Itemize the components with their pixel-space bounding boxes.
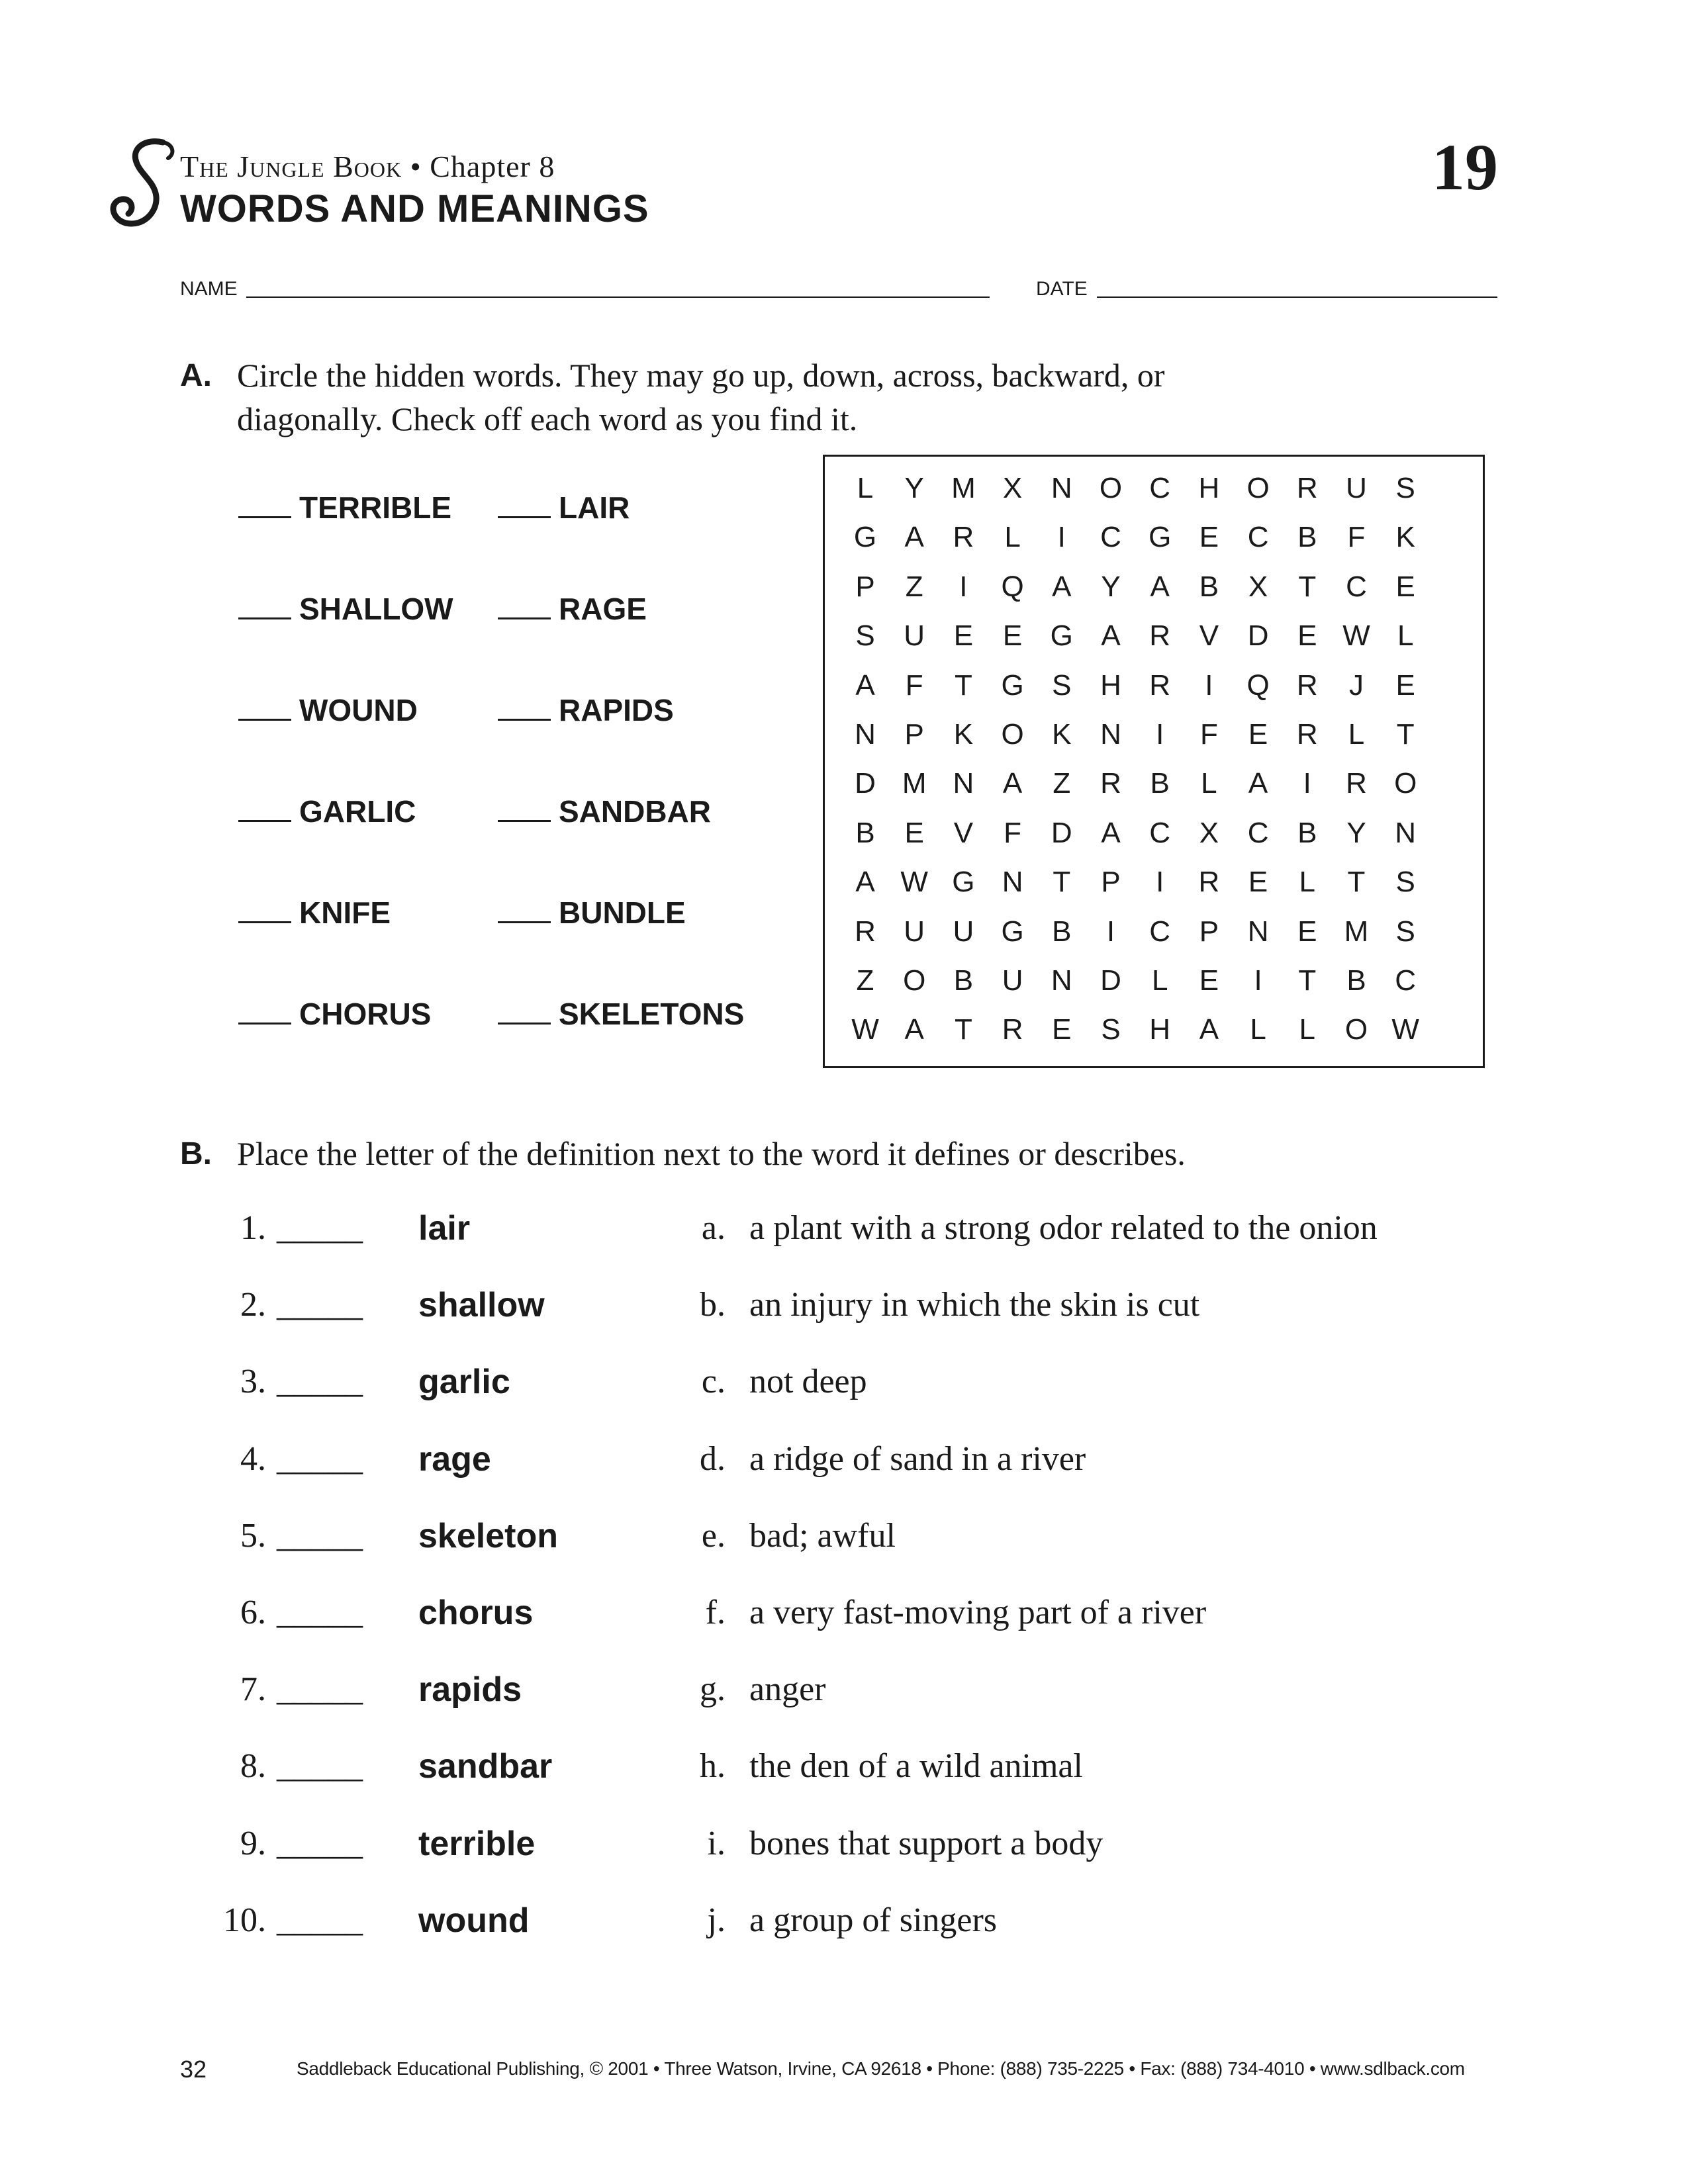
definition-text: a very fast-moving part of a river [749,1594,1207,1631]
grid-letter[interactable]: N [1002,866,1023,899]
grid-letter[interactable]: N [953,767,974,800]
grid-letter[interactable]: C [1149,915,1171,948]
word-checklist-item [498,996,744,1032]
grid-letter[interactable]: R [1296,718,1318,751]
grid-letter[interactable]: A [855,866,875,899]
grid-letter[interactable]: X [1248,570,1268,603]
vocabulary-word: garlic [418,1363,510,1402]
word-checklist-item [238,490,451,525]
grid-letter[interactable]: A [855,668,875,702]
definition-text: bones that support a body [749,1824,1103,1862]
grid-letter[interactable]: O [1394,767,1417,800]
hidden-word: GARLIC [299,794,416,829]
answer-blank[interactable]: _____ [277,1516,363,1555]
grid-letter[interactable]: X [1002,472,1023,504]
definition-text: not deep [749,1363,867,1401]
grid-letter[interactable]: Z [856,964,874,997]
grid-letter[interactable]: A [1052,570,1072,603]
vocabulary-word: shallow [418,1286,545,1325]
worksheet-number: 19 [1432,130,1498,204]
check-blank[interactable] [498,915,551,923]
word-checklist-item [498,591,647,627]
word-checklist-item [238,692,418,728]
word-checklist-item [238,794,416,829]
item-number: 4. [240,1439,266,1478]
grid-letter[interactable]: S [1101,1013,1121,1046]
hidden-word: SHALLOW [299,592,453,626]
grid-letter[interactable]: E [1297,915,1317,948]
grid-letter[interactable]: A [1248,767,1268,800]
answer-blank[interactable]: _____ [277,1824,363,1862]
grid-letter[interactable]: Y [904,472,924,504]
grid-letter[interactable]: A [1150,570,1170,603]
grid-letter[interactable]: M [1344,915,1369,948]
definition-text: the den of a wild animal [749,1747,1083,1786]
vocabulary-word: sandbar [418,1747,553,1786]
grid-letter[interactable]: W [1391,1013,1419,1046]
book-title-word: Jungle [237,150,334,183]
date-label: DATE [1036,278,1088,300]
grid-letter[interactable]: R [1296,668,1318,702]
grid-letter[interactable]: R [1198,866,1220,899]
grid-letter[interactable]: K [1052,718,1072,751]
definition-letter: d. [700,1439,726,1478]
vocabulary-word: rage [418,1439,491,1479]
grid-letter[interactable]: N [855,718,876,751]
grid-letter[interactable]: I [959,570,968,603]
grid-letter[interactable]: L [1299,1013,1316,1046]
answer-blank[interactable]: _____ [277,1286,363,1324]
grid-letter[interactable]: C [1247,521,1269,554]
grid-letter[interactable]: R [1296,472,1318,504]
item-number: 9. [240,1824,266,1862]
definition-text: anger [749,1670,826,1709]
grid-letter[interactable]: G [1149,521,1172,554]
grid-letter[interactable]: I [1303,767,1311,800]
definition-letter: i. [707,1824,726,1862]
hidden-word: WOUND [299,693,418,727]
grid-letter[interactable]: U [904,915,925,948]
definition-text: a plant with a strong odor related to the onion [749,1209,1378,1247]
grid-letter[interactable]: T [1053,866,1071,899]
grid-letter[interactable]: U [904,619,925,653]
grid-letter[interactable]: B [1199,570,1219,603]
grid-letter[interactable]: D [855,767,876,800]
grid-letter[interactable]: V [953,816,974,849]
date-field[interactable] [1097,296,1497,298]
grid-letter[interactable]: O [1246,472,1270,504]
grid-letter[interactable]: E [953,619,974,653]
grid-letter[interactable]: S [855,619,875,653]
grid-letter[interactable]: G [1050,619,1073,653]
word-checklist-item [498,490,630,525]
grid-letter[interactable]: A [1101,816,1121,849]
grid-letter[interactable]: A [904,521,924,554]
grid-letter[interactable]: P [855,570,875,603]
grid-letter[interactable]: H [1100,668,1121,702]
grid-letter[interactable]: B [1346,964,1366,997]
grid-letter[interactable]: R [953,521,974,554]
grid-letter[interactable]: E [1395,668,1415,702]
grid-letter[interactable]: D [1051,816,1072,849]
grid-letter[interactable]: C [1100,521,1121,554]
vocabulary-word: wound [418,1901,530,1940]
grid-letter[interactable]: R [1100,767,1121,800]
grid-letter[interactable]: B [1297,521,1317,554]
grid-letter[interactable]: E [1199,521,1219,554]
definition-text: a ridge of sand in a river [749,1439,1086,1478]
hidden-word: SKELETONS [559,997,745,1031]
definition-text: bad; awful [749,1516,896,1555]
grid-letter[interactable]: Y [1101,570,1121,603]
hidden-word: LAIR [559,490,630,525]
grid-letter[interactable]: N [1395,816,1417,849]
grid-letter[interactable]: R [1149,619,1171,653]
grid-letter[interactable]: C [1346,570,1367,603]
grid-letter[interactable]: G [952,866,975,899]
grid-letter[interactable]: F [1199,718,1218,751]
grid-letter[interactable]: C [1149,472,1171,504]
grid-letter[interactable]: U [953,915,974,948]
grid-letter[interactable]: G [853,521,877,554]
check-blank[interactable] [238,510,291,518]
grid-letter[interactable]: B [1052,915,1072,948]
answer-blank[interactable]: _____ [277,1363,363,1401]
vocabulary-word: rapids [418,1670,522,1709]
definition-letter: a. [701,1209,726,1247]
hidden-word: RAPIDS [559,693,674,727]
grid-letter[interactable]: H [1198,472,1220,504]
definition-letter: j. [707,1901,726,1939]
grid-letter[interactable]: S [1395,915,1415,948]
grid-letter[interactable]: C [1149,816,1171,849]
grid-letter[interactable]: I [1156,718,1164,751]
answer-blank[interactable]: _____ [277,1594,363,1631]
item-number: 8. [240,1747,266,1786]
grid-letter[interactable]: Q [1001,570,1024,603]
check-blank[interactable] [498,611,551,619]
chapter-label: Chapter 8 [430,150,555,183]
grid-letter[interactable]: I [1205,668,1213,702]
grid-letter[interactable]: P [904,718,924,751]
grid-letter[interactable]: K [953,718,974,751]
grid-letter[interactable]: N [1051,964,1072,997]
grid-letter[interactable]: W [851,1013,879,1046]
grid-letter[interactable]: Z [905,570,923,603]
grid-letter[interactable]: A [1002,767,1023,800]
vocabulary-word: chorus [418,1594,534,1632]
book-title-separator: • [402,150,430,183]
check-blank[interactable] [238,915,291,923]
grid-letter[interactable]: C [1247,816,1269,849]
word-checklist-item [498,895,686,931]
name-field[interactable] [246,296,990,298]
hidden-word: CHORUS [299,997,432,1031]
word-checklist-item [238,591,453,627]
check-blank[interactable] [238,813,291,822]
definition-text: a group of singers [749,1901,998,1939]
grid-letter[interactable]: T [1298,964,1317,997]
grid-letter[interactable]: U [1346,472,1367,504]
grid-letter[interactable]: F [1004,816,1022,849]
publisher-logo-icon [99,136,185,235]
grid-letter[interactable]: U [1002,964,1023,997]
definition-letter: h. [700,1747,726,1786]
grid-letter[interactable]: Q [1246,668,1270,702]
check-blank[interactable] [498,510,551,518]
answer-blank[interactable]: _____ [277,1747,363,1786]
grid-letter[interactable]: L [1201,767,1217,800]
hidden-word: RAGE [559,592,647,626]
grid-letter[interactable]: L [1250,1013,1266,1046]
grid-letter[interactable]: R [855,915,876,948]
item-number: 3. [240,1363,266,1401]
page-title: WORDS AND MEANINGS [180,187,649,230]
grid-letter[interactable]: Y [1346,816,1366,849]
vocabulary-word: lair [418,1209,471,1248]
grid-letter[interactable]: E [1199,964,1219,997]
item-number: 10. [223,1901,266,1939]
word-checklist-item [498,794,711,829]
answer-blank[interactable]: _____ [277,1439,363,1478]
grid-letter[interactable]: O [1001,718,1024,751]
part-a-instruction-line2: diagonally. Check off each word as you find it. [237,400,858,437]
grid-letter[interactable]: O [903,964,926,997]
grid-letter[interactable]: T [1298,570,1317,603]
grid-letter[interactable]: F [1347,521,1366,554]
hidden-word: TERRIBLE [299,490,451,525]
grid-letter[interactable]: A [904,1013,924,1046]
item-number: 5. [240,1516,266,1555]
grid-letter[interactable]: W [1342,619,1370,653]
grid-letter[interactable]: D [1100,964,1121,997]
check-blank[interactable] [238,611,291,619]
grid-letter[interactable]: T [1347,866,1366,899]
grid-letter[interactable]: O [1099,472,1123,504]
definition-letter: g. [700,1670,726,1709]
grid-letter[interactable]: L [857,472,874,504]
grid-letter[interactable]: M [902,767,927,800]
part-b-letter: B. [180,1136,212,1171]
part-a-letter: A. [180,358,212,393]
grid-letter[interactable]: P [1101,866,1121,899]
grid-letter[interactable]: S [1052,668,1072,702]
grid-letter[interactable]: E [1248,866,1268,899]
grid-letter[interactable]: L [1004,521,1021,554]
grid-letter[interactable]: L [1299,866,1316,899]
check-blank[interactable] [498,1016,551,1024]
answer-blank[interactable]: _____ [277,1209,363,1247]
grid-letter[interactable]: J [1349,668,1364,702]
grid-letter[interactable]: B [855,816,875,849]
vocabulary-word: skeleton [418,1516,558,1555]
grid-letter[interactable]: V [1199,619,1219,653]
grid-letter[interactable]: A [1199,1013,1219,1046]
grid-letter[interactable]: S [1395,866,1415,899]
definition-letter: e. [701,1516,726,1555]
grid-letter[interactable]: E [1395,570,1415,603]
grid-letter[interactable]: G [1001,668,1024,702]
item-number: 7. [240,1670,266,1709]
page-number: 32 [180,2056,207,2083]
grid-letter[interactable]: I [1254,964,1262,997]
grid-letter[interactable]: E [904,816,924,849]
book-title-word: Book [333,150,402,183]
grid-letter[interactable]: N [1100,718,1121,751]
book-title [180,149,555,184]
word-checklist-item [238,996,431,1032]
grid-letter[interactable]: R [1149,668,1171,702]
part-a-instruction-line1: Circle the hidden words. They may go up, down, across, backward, or [237,357,1165,394]
grid-letter[interactable]: F [905,668,923,702]
grid-letter[interactable]: K [1395,521,1415,554]
grid-letter[interactable]: B [1297,816,1317,849]
grid-letter[interactable]: T [954,1013,972,1046]
word-checklist-item [238,895,391,931]
grid-letter[interactable]: I [1106,915,1115,948]
grid-letter[interactable]: A [1101,619,1121,653]
grid-letter[interactable]: L [1151,964,1168,997]
check-blank[interactable] [238,1016,291,1024]
grid-letter[interactable]: M [951,472,976,504]
grid-letter[interactable]: N [1051,472,1072,504]
hidden-word: KNIFE [299,895,391,930]
grid-letter[interactable]: L [1397,619,1414,653]
item-number: 1. [240,1209,266,1247]
publisher-footer: Saddleback Educational Publishing, © 2001 • Three Watson, Irvine, CA 92618 • Phone: (888) 735-2225 • Fax: (888) 734-4010 • www.sdlback.com [297,2058,1465,2079]
check-blank[interactable] [498,712,551,721]
grid-letter[interactable]: T [1396,718,1415,751]
definition-letter: f. [705,1594,726,1631]
grid-letter[interactable]: X [1199,816,1219,849]
definition-text: an injury in which the skin is cut [749,1286,1200,1324]
grid-letter[interactable]: Z [1053,767,1071,800]
grid-letter[interactable]: R [1346,767,1367,800]
grid-letter[interactable]: E [1248,718,1268,751]
grid-letter[interactable]: L [1348,718,1365,751]
check-blank[interactable] [238,712,291,721]
part-b-instruction: Place the letter of the definition next to the word it defines or describes. [237,1135,1186,1172]
item-number: 6. [240,1594,266,1631]
grid-letter[interactable]: E [1052,1013,1072,1046]
hidden-word: SANDBAR [559,794,711,829]
hidden-word: BUNDLE [559,895,686,930]
grid-letter[interactable]: D [1247,619,1269,653]
definition-letter: c. [701,1363,726,1401]
grid-letter[interactable]: W [900,866,928,899]
definition-letter: b. [700,1286,726,1324]
grid-letter[interactable]: O [1344,1013,1368,1046]
grid-letter[interactable]: T [954,668,972,702]
grid-letter[interactable]: R [1002,1013,1023,1046]
name-label: NAME [180,278,238,300]
book-title-word: The [180,150,238,183]
grid-letter[interactable]: E [1002,619,1023,653]
grid-letter[interactable]: S [1395,472,1415,504]
grid-letter[interactable]: H [1149,1013,1171,1046]
item-number: 2. [240,1286,266,1324]
grid-letter[interactable]: E [1297,619,1317,653]
check-blank[interactable] [498,813,551,822]
grid-letter[interactable]: B [1150,767,1170,800]
grid-letter[interactable]: I [1057,521,1066,554]
grid-letter[interactable]: I [1156,866,1164,899]
vocabulary-word: terrible [418,1824,536,1863]
word-checklist-item [498,692,674,728]
grid-letter[interactable]: N [1247,915,1269,948]
grid-letter[interactable]: C [1395,964,1417,997]
answer-blank[interactable]: _____ [277,1901,363,1939]
grid-letter[interactable]: B [953,964,974,997]
answer-blank[interactable]: _____ [277,1670,363,1709]
grid-letter[interactable]: P [1199,915,1219,948]
grid-letter[interactable]: G [1001,915,1024,948]
